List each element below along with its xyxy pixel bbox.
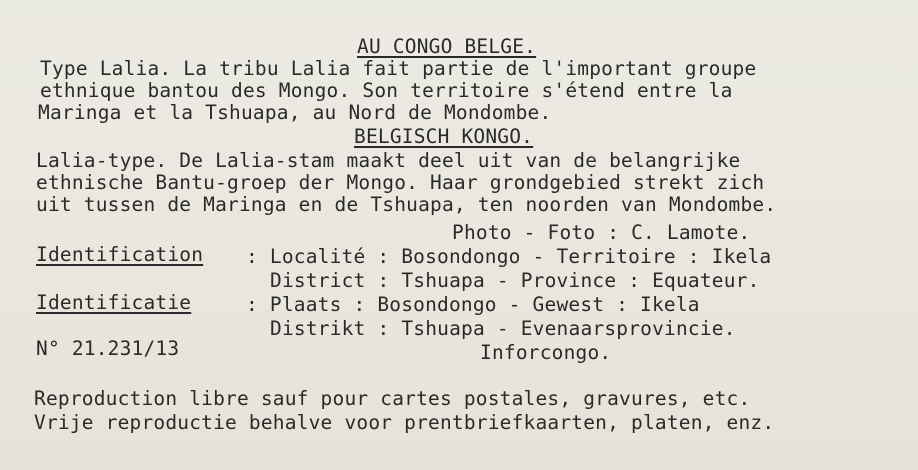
reproduction-fr: Reproduction libre sauf pour cartes postales, gravures, etc. bbox=[34, 387, 751, 410]
nl-heading: BELGISCH KONGO. bbox=[354, 125, 534, 148]
fr-text-line-3: Maringa et la Tshuapa, au Nord de Mondombe. bbox=[38, 101, 552, 124]
identification-nl-line-1: : Plaats : Bosondongo - Gewest : Ikela bbox=[246, 293, 700, 316]
fr-heading: AU CONGO BELGE. bbox=[357, 35, 537, 58]
reproduction-nl: Vrije reproductie behalve voor prentbriefkaarten, platen, enz. bbox=[34, 411, 775, 434]
fr-text-line-1: Type Lalia. La tribu Lalia fait partie de l'important groupe bbox=[40, 57, 757, 80]
nl-text-line-1: Lalia-type. De Lalia-stam maakt deel uit van de belangrijke bbox=[36, 149, 741, 172]
nl-text-line-2: ethnische Bantu-groep der Mongo. Haar grondgebied strekt zich bbox=[36, 171, 765, 194]
fr-text-line-2: ethnique bantou des Mongo. Son territoire s'étend entre la bbox=[40, 79, 733, 102]
identification-fr-label: Identification bbox=[36, 243, 204, 266]
identification-nl-line-2: Distrikt : Tshuapa - Evenaarsprovincie. bbox=[270, 317, 736, 340]
nl-text-line-3: uit tussen de Maringa en de Tshuapa, ten noorden van Mondombe. bbox=[36, 193, 777, 216]
identification-fr-line-1: : Localité : Bosondongo - Territoire : Ikela bbox=[246, 245, 772, 268]
agency-name: Inforcongo. bbox=[480, 341, 612, 364]
identification-fr-line-2: District : Tshuapa - Province : Equateur. bbox=[270, 269, 760, 292]
photo-credit: Photo - Foto : C. Lamote. bbox=[452, 221, 751, 244]
card-number: N° 21.231/13 bbox=[36, 337, 180, 360]
identification-nl-label: Identificatie bbox=[36, 291, 192, 314]
